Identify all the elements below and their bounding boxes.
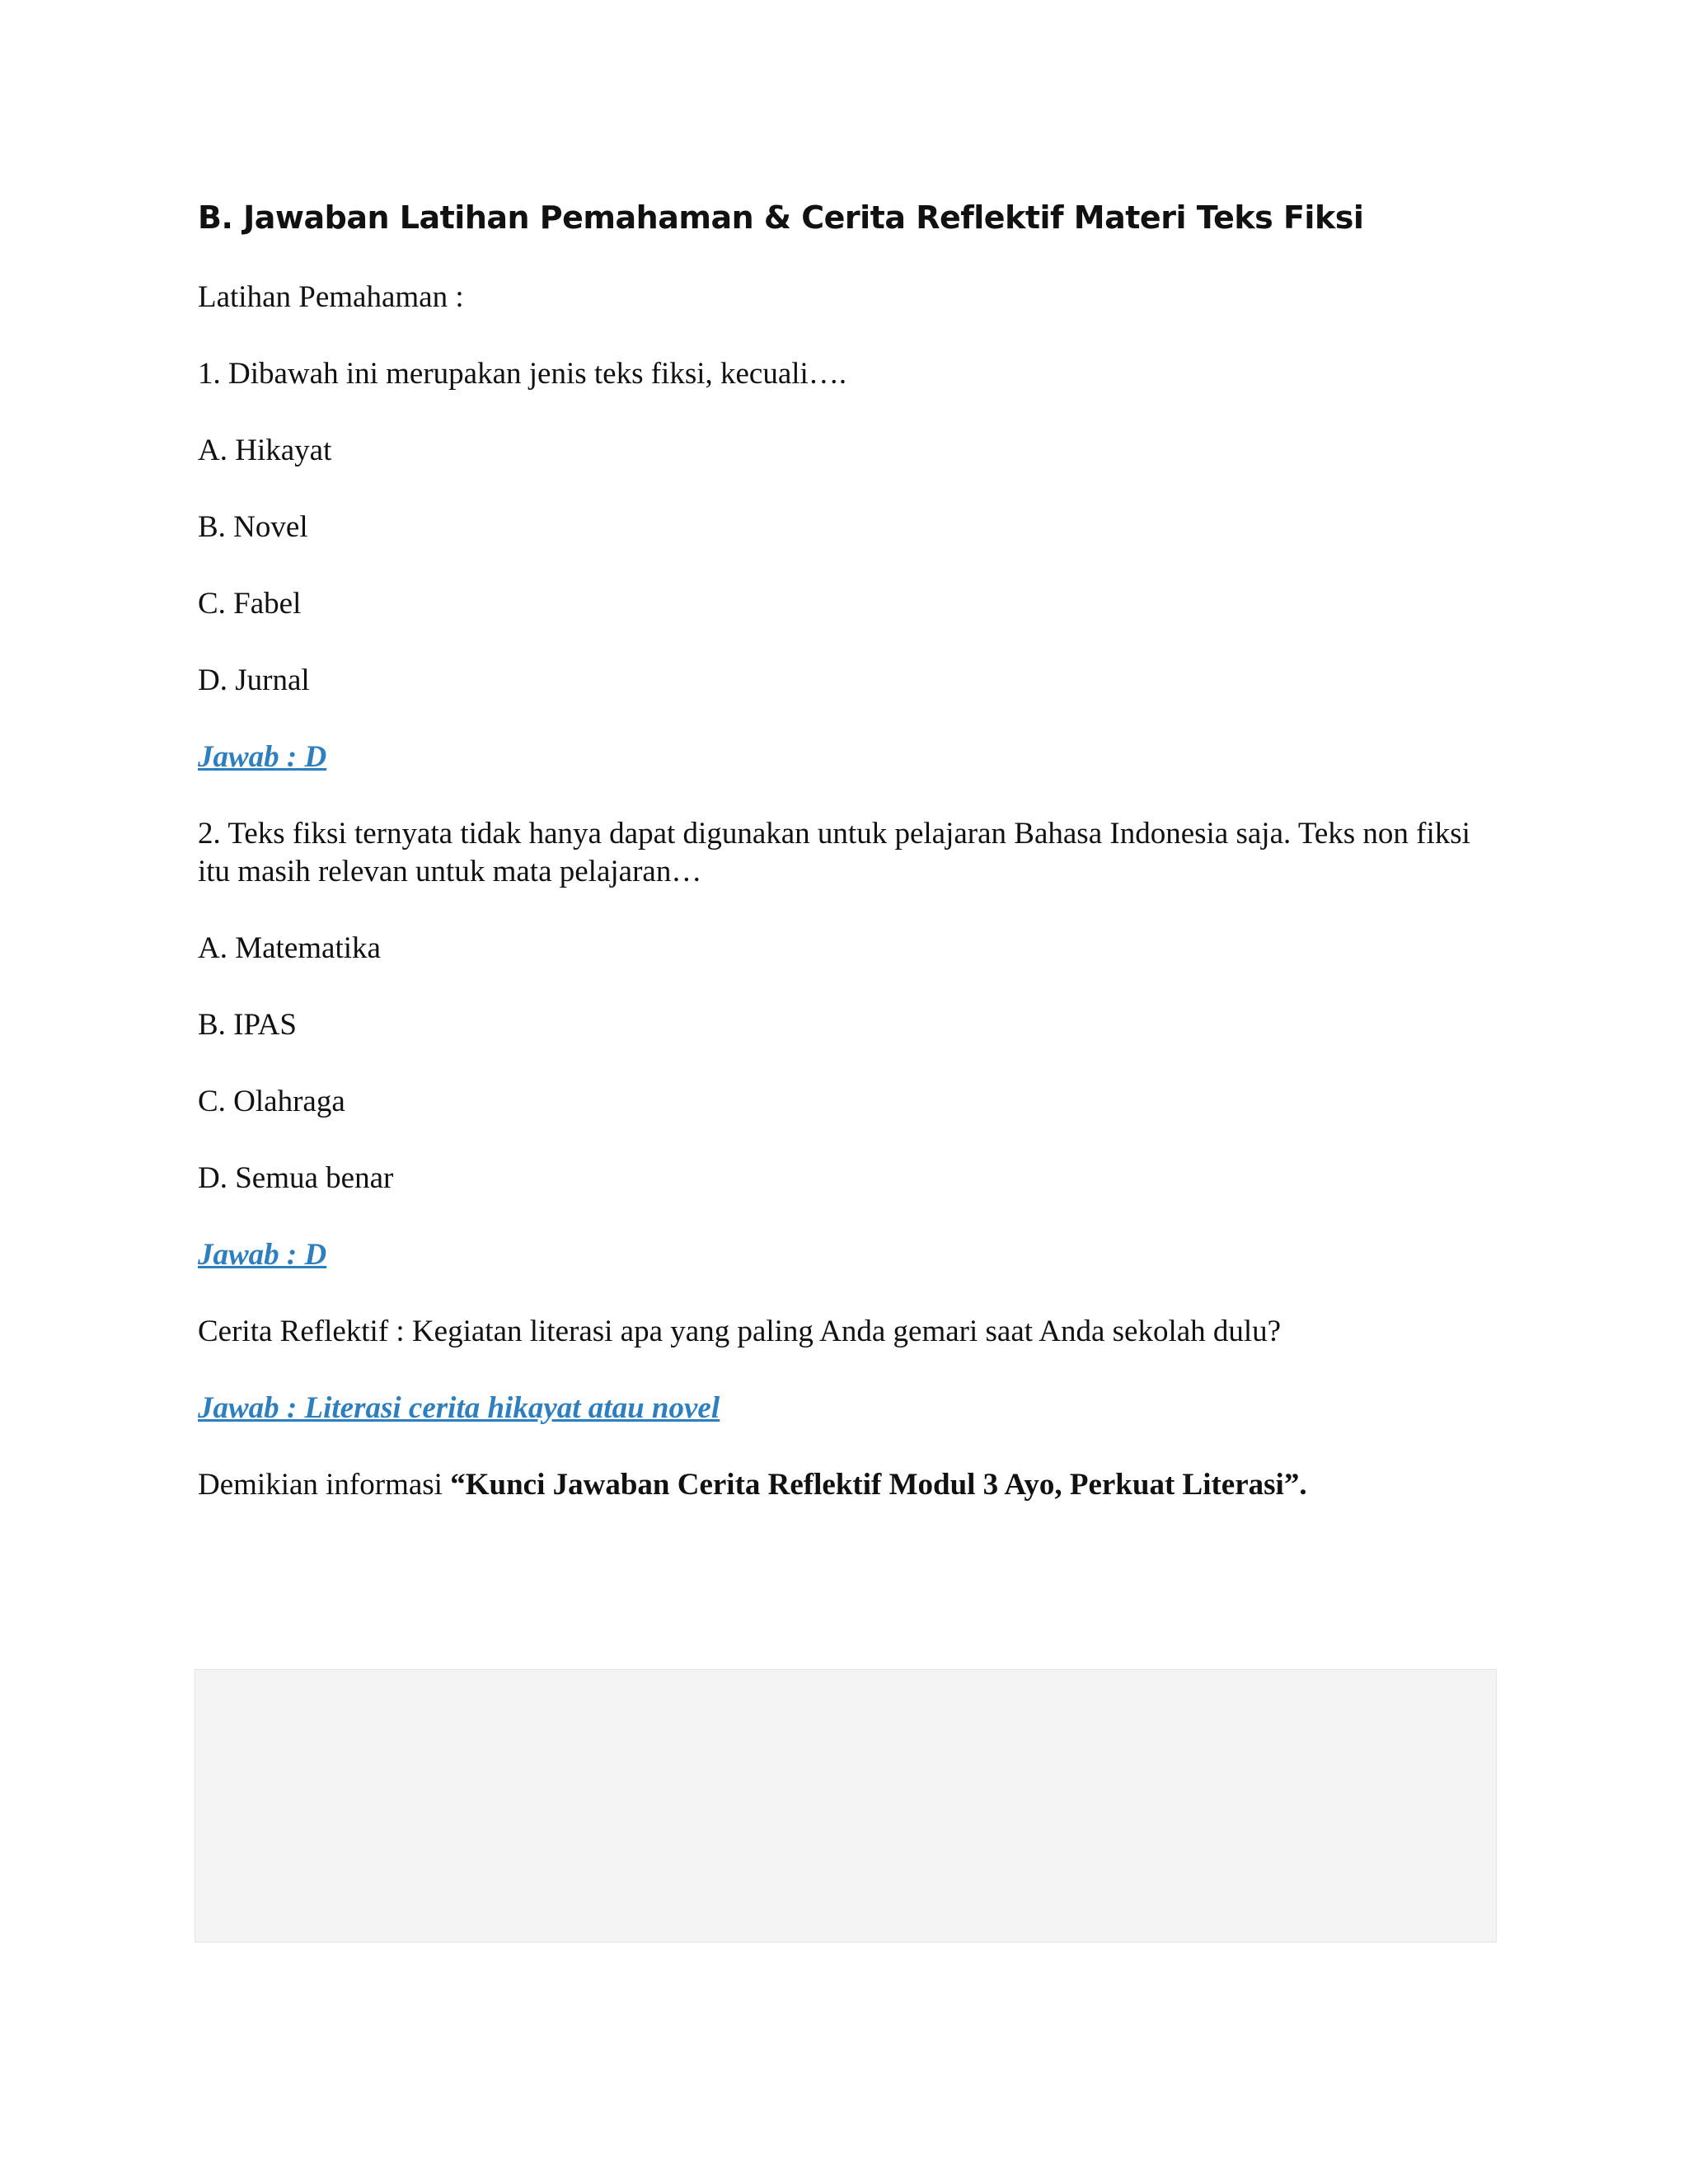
article-body [198,198,1500,1543]
closing-bold-title: “Kunci Jawaban Cerita Reflektif Modul 3 Ayo, Perkuat Literasi”. [450,1468,1307,1502]
q1-option-c: C. Fabel [198,587,302,621]
reflective-answer [198,1390,1500,1427]
reflective-answer-label-link[interactable]: Jawab [198,1391,287,1425]
q2-answer: Jawab : D [198,1238,327,1272]
q2-option-c: C. Olahraga [198,1085,345,1118]
ad-placeholder [195,1669,1497,1943]
reflective-answer-text-link[interactable]: Literasi cerita hikayat atau novel [304,1391,720,1425]
q2-option-a: A. Matematika [198,931,381,965]
closing-text [198,1466,1500,1504]
q1-option-b: B. Novel [198,510,308,544]
reflective-question: Cerita Reflektif : Kegiatan literasi apa yang paling Anda gemari saat Anda sekolah dulu? [198,1315,1282,1348]
q1-option-a: A. Hikayat [198,434,332,467]
q1-option-d: D. Jurnal [198,663,310,697]
q2-option-b: B. IPAS [198,1008,297,1042]
reflective-answer-separator: : [286,1391,305,1425]
intro-text: Latihan Pemahaman : [198,280,464,314]
section-heading: B. Jawaban Latihan Pemahaman & Cerita Reflektif Materi Teks Fiksi [198,199,1364,236]
q1-answer: Jawab : D [198,740,327,774]
q2-option-d: D. Semua benar [198,1161,394,1195]
question-1: 1. Dibawah ini merupakan jenis teks fiksi, kecuali…. [198,357,847,391]
question-2: 2. Teks fiksi ternyata tidak hanya dapat digunakan untuk pelajaran Bahasa Indonesia saja. Teks non fiksi itu masih relevan untuk mata pelajaran… [198,817,1470,888]
closing-prefix: Demikian informasi [198,1468,451,1502]
